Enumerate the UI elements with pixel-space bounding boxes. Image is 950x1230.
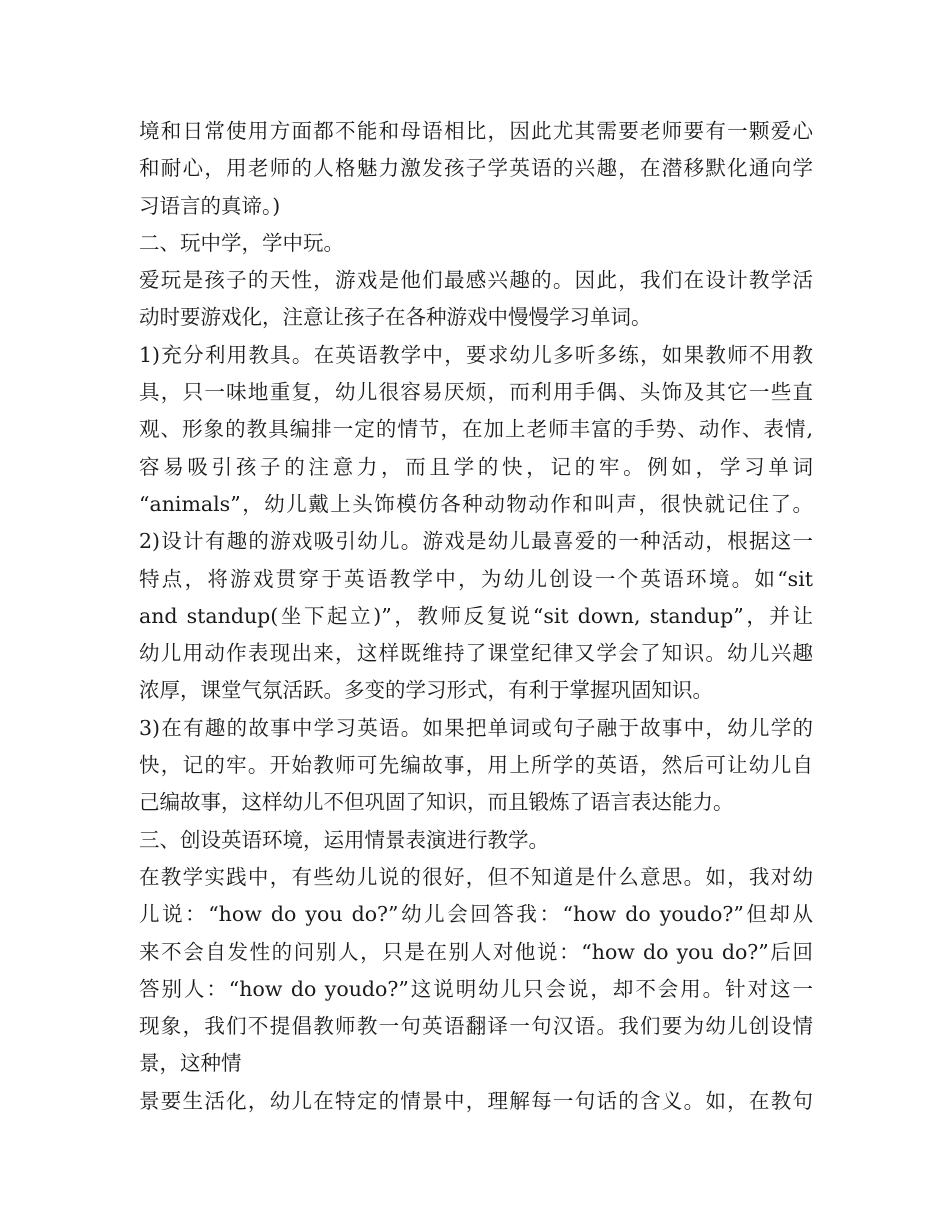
text-line: 在教学实践中，有些幼儿说的很好，但不知道是什么意思。如，我对幼 [139,864,813,889]
text-line: 儿说：“how do you do?”幼儿会回答我：“how do youdo?”但却从 [139,902,813,927]
text-line: 二、玩中学，学中玩。 [139,230,344,255]
text-line: 现象，我们不提倡教师教一句英语翻译一句汉语。我们要为幼儿创设情 [139,1014,813,1039]
text-line: 景要生活化，幼儿在特定的情景中，理解每一句话的含义。如，在教句 [139,1088,813,1113]
text-line: 爱玩是孩子的天性，游戏是他们最感兴趣的。因此，我们在设计教学活 [139,268,813,293]
text-line: 观、形象的教具编排一定的情节，在加上老师丰富的手势、动作、表情, [139,417,813,442]
text-line: and standup(坐下起立)”，教师反复说“sit down, standup”，并让 [139,603,813,628]
text-line: “animals”，幼儿戴上头饰模仿各种动物动作和叫声，很快就记住了。 [139,491,813,516]
text-line: 特点，将游戏贯穿于英语教学中，为幼儿创设一个英语环境。如“sit [139,566,813,591]
text-line: 答别人：“how do youdo?”这说明幼儿只会说，却不会用。针对这一 [139,976,813,1001]
text-line: 具，只一味地重复，幼儿很容易厌烦，而利用手偶、头饰及其它一些直 [139,380,813,405]
text-line: 快，记的牢。开始教师可先编故事，用上所学的英语，然后可让幼儿自 [139,753,813,778]
text-line: 浓厚，课堂气氛活跃。多变的学习形式，有利于掌握巩固知识。 [139,678,713,703]
text-line: 己编故事，这样幼儿不但巩固了知识，而且锻炼了语言表达能力。 [139,790,734,815]
text-line: 幼儿用动作表现出来，这样既维持了课堂纪律又学会了知识。幼儿兴趣 [139,641,813,666]
document-body [139,113,813,1120]
text-line: 习语言的真谛。) [139,193,281,218]
text-line: 三、创设英语环境，运用情景表演进行教学。 [139,827,549,852]
text-line: 来不会自发性的问别人，只是在别人对他说：“how do you do?”后回 [139,939,813,964]
text-line: 景，这种情 [139,1051,242,1076]
text-line: 1)充分利用教具。在英语教学中，要求幼儿多听多练，如果教师不用教 [139,342,813,367]
text-line: 2)设计有趣的游戏吸引幼儿。游戏是幼儿最喜爱的一种活动，根据这一 [139,529,813,554]
text-line: 3)在有趣的故事中学习英语。如果把单词或句子融于故事中，幼儿学的 [139,715,813,740]
text-line: 和耐心，用老师的人格魅力激发孩子学英语的兴趣，在潜移默化通向学 [139,156,813,181]
text-line: 动时要游戏化，注意让孩子在各种游戏中慢慢学习单词。 [139,305,652,330]
text-line: 境和日常使用方面都不能和母语相比，因此尤其需要老师要有一颗爱心 [139,119,813,143]
text-line: 容易吸引孩子的注意力，而且学的快，记的牢。例如，学习单词 [139,454,813,479]
